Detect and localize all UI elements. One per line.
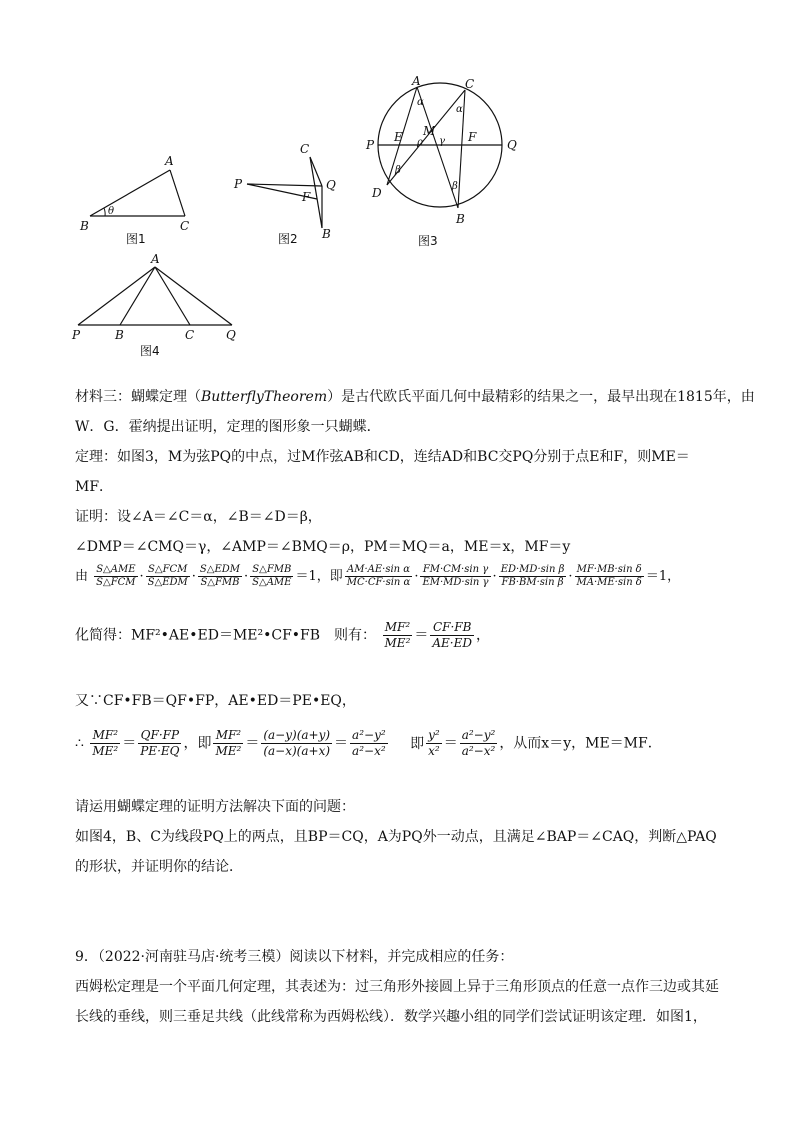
simp-lhs: $\frac{\text{MF²}}{\text{ME²}}$: [384, 620, 411, 650]
sine-fraction-1: $\frac{\text{AM·AE·sin α}}{\text{MC·CF·sin α}}$: [346, 564, 411, 588]
svg-text:β: β: [452, 181, 458, 192]
material3-line2: W．G．霍纳提出证明，定理的图形象一只蝴蝶．: [75, 419, 381, 435]
figure-1: [79, 154, 189, 246]
svg-text:B: B: [115, 328, 124, 342]
area-fraction-1: $\frac{\text{S△AME}}{\text{S△FCM}}$: [96, 564, 136, 588]
sine-fraction-4: $\frac{\text{MF·MB·sin δ}}{\text{MA·ME·sin δ}}$: [576, 564, 642, 588]
proof-equation-row: 由 $\frac{\text{S△AME}}{\text{S△FCM}}$ · $\frac{\text{S△FCM}}{\text{S△EDM}}$ · $\frac{\text{S△EDM}}{\text{S△FMB}}$ · $\frac{\text{S△FMB}}{\text{S△AME}}$ ＝1，即 $\frac{\text{AM·AE·sin α}}{\text{MC·CF·sin α}}$ · $\frac{\text{FM·CM·sin γ}}{\text{EM·MD·sin γ}}$ · $\frac{\text{ED·MD·sin β}}{\text{FB·BM·sin β}}$ · $\frac{\text{MF·MB·sin δ}}{\text{MA·ME·sin δ}}$ ＝1，: [75, 564, 681, 588]
sine-fraction-3: $\frac{\text{ED·MD·sin β}}{\text{FB·BM·sin β}}$: [500, 564, 565, 588]
svg-text:Q: Q: [507, 138, 517, 152]
problem-9-heading: 9．（2022·河南驻马店·统考三模）阅读以下材料，并完成相应的任务：: [75, 949, 514, 965]
svg-text:Q: Q: [326, 178, 336, 192]
r1-rhs: $\frac{QF\cdot FP}{PE\cdot EQ}$: [140, 728, 180, 758]
sine-fraction-2: $\frac{\text{FM·CM·sin γ}}{\text{EM·MD·sin γ}}$: [422, 564, 489, 588]
question-line1: 如图4，B、C为线段PQ上的两点，且BP＝CQ，A为PQ外一动点，且满足∠BAP＝∠CAQ，判断△PAQ: [75, 829, 717, 845]
svg-text:F: F: [468, 130, 477, 144]
simson-line1: 西姆松定理是一个平面几何定理，其表述为：过三角形外接圆上异于三角形顶点的任意一点作三边或其延: [75, 979, 719, 995]
svg-text:F: F: [302, 190, 311, 204]
svg-text:C: C: [300, 142, 310, 156]
svg-text:B: B: [456, 212, 465, 226]
r2-rhs: $\frac{\text{a²−y²}}{\text{a²−x²}}$: [352, 728, 386, 758]
svg-text:B: B: [80, 219, 89, 233]
figure-3: [365, 74, 517, 248]
svg-text:Q: Q: [226, 328, 236, 342]
svg-text:P: P: [366, 138, 375, 152]
proof-line2: ∠DMP＝∠CMQ＝γ，∠AMP＝∠BMQ＝ρ，PM＝MQ＝a，ME＝x，MF＝y: [75, 539, 571, 555]
question-line2: 的形状，并证明你的结论．: [75, 859, 243, 875]
r2-mid: $\frac{(a-y)(a+y)}{(a-x)(a+x)}$: [263, 728, 331, 758]
svg-text:图1: 图1: [126, 232, 146, 246]
figure-2: [233, 142, 336, 246]
geometry-figures: [60, 74, 580, 365]
svg-text:图4: 图4: [140, 344, 160, 358]
figure-4: [71, 252, 236, 358]
theorem-line2: MF．: [75, 479, 114, 495]
r1-lhs: $\frac{\text{MF²}}{\text{ME²}}$: [92, 728, 119, 758]
theorem-line1: 定理：如图3，M为弦PQ的中点，过M作弦AB和CD，连结AD和BC交PQ分别于点E和F，则ME＝: [75, 449, 690, 465]
svg-text:C: C: [180, 219, 190, 233]
svg-text:D: D: [372, 186, 382, 200]
simson-line2: 长线的垂线，则三垂足共线（此线常称为西姆松线）．数学兴趣小组的同学们尝试证明该定理．如图1，: [75, 1009, 707, 1025]
simplification-row: 化简得：MF²•AE•ED＝ME²•CF•FB 则有： $\frac{\text{MF²}}{\text{ME²}}$ ＝ $\frac{CF\cdot FB}{AE\cdot ED}$ ，: [75, 620, 490, 650]
material3-line1: 材料三：蝴蝶定理（ButterflyTheorem）是古代欧氏平面几何中最精彩的结果之一，最早出现在1815年，由: [75, 389, 755, 405]
svg-text:A: A: [165, 154, 174, 168]
svg-text:β: β: [395, 165, 401, 176]
svg-text:γ: γ: [439, 136, 445, 147]
svg-text:M: M: [423, 124, 436, 138]
svg-text:B: B: [322, 227, 331, 241]
svg-text:P: P: [234, 177, 243, 191]
svg-text:C: C: [465, 77, 475, 91]
svg-text:P: P: [72, 328, 81, 342]
svg-text:A: A: [412, 74, 421, 88]
svg-text:A: A: [151, 252, 160, 266]
svg-text:图3: 图3: [418, 234, 438, 248]
svg-text:C: C: [185, 328, 195, 342]
r3-rhs: $\frac{\text{a²−y²}}{\text{a²−x²}}$: [461, 728, 496, 758]
r2-lhs: $\frac{\text{MF²}}{\text{ME²}}$: [215, 728, 242, 758]
area-fraction-4: $\frac{\text{S△FMB}}{\text{S△AME}}$: [252, 564, 292, 588]
task-intro: 请运用蝴蝶定理的证明方法解决下面的问题：: [75, 799, 355, 815]
svg-text:E: E: [394, 130, 403, 144]
svg-text:α: α: [456, 104, 463, 115]
therefore-row: ∴ $\frac{\text{MF²}}{\text{ME²}}$ ＝ $\frac{QF\cdot FP}{PE\cdot EQ}$ ，即 $\frac{\text{MF²}}{\text{ME²}}$ ＝ $\frac{(a-y)(a+y)}{(a-x)(a+x)}$ ＝ $\frac{\text{a²−y²}}{\text{a²−x²}}$ 即 $\frac{\text{y²}}{\text{x²}}$ ＝ $\frac{\text{a²−y²}}{\text{a²−x²}}$ ，从而x＝y，ME＝MF．: [75, 728, 662, 758]
since-line: 又∵CF•FB＝QF•FP，AE•ED＝PE•EQ，: [75, 693, 356, 709]
proof-line1: 证明：设∠A＝∠C＝α，∠B＝∠D＝β，: [75, 509, 322, 525]
svg-text:α: α: [417, 97, 424, 108]
svg-text:图2: 图2: [278, 232, 298, 246]
simp-rhs: $\frac{CF\cdot FB}{AE\cdot ED}$: [432, 620, 472, 650]
r3-lhs: $\frac{\text{y²}}{\text{x²}}$: [428, 728, 440, 758]
svg-text:θ: θ: [108, 206, 115, 217]
svg-text:ρ: ρ: [417, 137, 423, 148]
area-fraction-3: $\frac{\text{S△EDM}}{\text{S△FMB}}$: [199, 564, 241, 588]
area-fraction-2: $\frac{\text{S△FCM}}{\text{S△EDM}}$: [147, 564, 188, 588]
